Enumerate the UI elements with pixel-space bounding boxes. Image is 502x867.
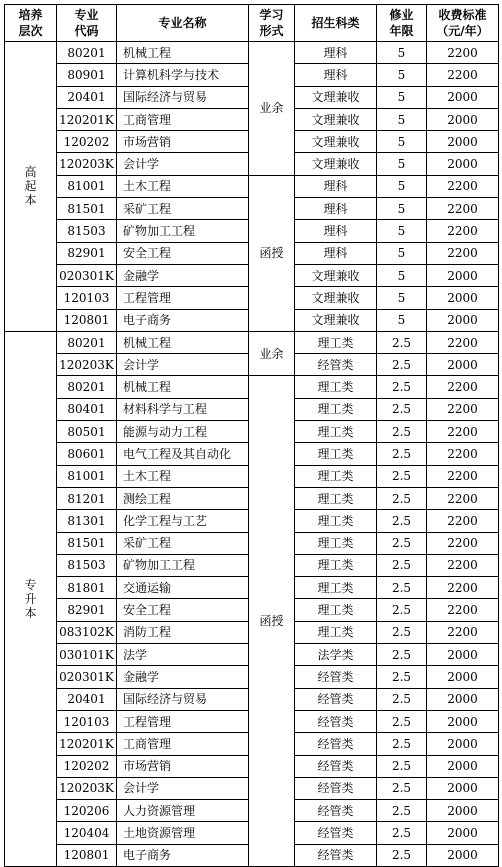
fee-cell: 2000 xyxy=(427,777,499,799)
subject-cell: 理工类 xyxy=(295,376,377,398)
years-cell: 2.5 xyxy=(377,644,427,666)
level-char: 本 xyxy=(24,605,37,620)
name-cell: 矿物加工工程 xyxy=(117,554,249,576)
subject-cell: 理工类 xyxy=(295,421,377,443)
code-cell: 120202 xyxy=(57,755,117,777)
name-cell: 土木工程 xyxy=(117,175,249,197)
code-cell: 120203K xyxy=(57,354,117,376)
table-header-row xyxy=(5,5,499,42)
years-cell: 2.5 xyxy=(377,621,427,643)
years-cell: 2.5 xyxy=(377,554,427,576)
fee-cell: 2200 xyxy=(427,421,499,443)
name-cell: 会计学 xyxy=(117,777,249,799)
table-row xyxy=(5,376,499,398)
subject-cell: 经管类 xyxy=(295,710,377,732)
subject-cell: 理工类 xyxy=(295,398,377,420)
header-code-line2: 代码 xyxy=(74,24,99,38)
name-cell: 工商管理 xyxy=(117,108,249,130)
years-cell: 5 xyxy=(377,64,427,86)
fee-cell: 2200 xyxy=(427,242,499,264)
level-char: 高 xyxy=(24,165,37,180)
years-cell: 5 xyxy=(377,175,427,197)
subject-cell: 文理兼收 xyxy=(295,131,377,153)
program-table xyxy=(4,4,499,867)
years-cell: 2.5 xyxy=(377,532,427,554)
level-cell xyxy=(5,331,57,866)
name-cell: 法学 xyxy=(117,644,249,666)
name-cell: 机械工程 xyxy=(117,42,249,64)
header-form-line1: 学习 xyxy=(259,8,284,22)
code-cell: 82901 xyxy=(57,242,117,264)
years-cell: 2.5 xyxy=(377,844,427,866)
code-cell: 120404 xyxy=(57,822,117,844)
name-cell: 工商管理 xyxy=(117,733,249,755)
table-row xyxy=(5,175,499,197)
fee-cell: 2000 xyxy=(427,153,499,175)
header-years-line2: 年限 xyxy=(389,24,414,38)
header-fee-line1: 收费标准 xyxy=(438,8,487,22)
code-cell: 083102K xyxy=(57,621,117,643)
level-char: 本 xyxy=(24,193,37,208)
name-cell: 电子商务 xyxy=(117,844,249,866)
code-cell: 81501 xyxy=(57,532,117,554)
fee-cell: 2200 xyxy=(427,64,499,86)
code-cell: 81201 xyxy=(57,487,117,509)
years-cell: 2.5 xyxy=(377,487,427,509)
subject-cell: 文理兼收 xyxy=(295,264,377,286)
code-cell: 81301 xyxy=(57,510,117,532)
years-cell: 5 xyxy=(377,198,427,220)
table-row xyxy=(5,331,499,353)
years-cell: 2.5 xyxy=(377,822,427,844)
form-cell: 业余 xyxy=(249,42,295,176)
form-cell: 函授 xyxy=(249,175,295,331)
header-subject-text: 招生科类 xyxy=(311,16,360,30)
years-cell: 2.5 xyxy=(377,688,427,710)
subject-cell: 经管类 xyxy=(295,844,377,866)
name-cell: 矿物加工工程 xyxy=(117,220,249,242)
fee-cell: 2200 xyxy=(427,465,499,487)
name-cell: 土木工程 xyxy=(117,465,249,487)
fee-cell: 2000 xyxy=(427,666,499,688)
fee-cell: 2000 xyxy=(427,710,499,732)
years-cell: 2.5 xyxy=(377,376,427,398)
form-cell: 函授 xyxy=(249,376,295,867)
subject-cell: 理工类 xyxy=(295,599,377,621)
name-cell: 化学工程与工艺 xyxy=(117,510,249,532)
fee-cell: 2200 xyxy=(427,621,499,643)
code-cell: 120801 xyxy=(57,844,117,866)
header-code-line1: 专业 xyxy=(74,8,99,22)
level-char: 升 xyxy=(24,591,37,606)
level-cell xyxy=(5,42,57,332)
header-years-line1: 修业 xyxy=(389,8,414,22)
name-cell: 采矿工程 xyxy=(117,532,249,554)
header-form-line2: 形式 xyxy=(259,24,284,38)
header-form xyxy=(249,5,295,42)
fee-cell: 2000 xyxy=(427,264,499,286)
fee-cell: 2000 xyxy=(427,108,499,130)
fee-cell: 2200 xyxy=(427,175,499,197)
years-cell: 2.5 xyxy=(377,354,427,376)
code-cell: 120103 xyxy=(57,710,117,732)
name-cell: 能源与动力工程 xyxy=(117,421,249,443)
name-cell: 电子商务 xyxy=(117,309,249,331)
name-cell: 市场营销 xyxy=(117,131,249,153)
code-cell: 120203K xyxy=(57,153,117,175)
name-cell: 金融学 xyxy=(117,264,249,286)
years-cell: 2.5 xyxy=(377,755,427,777)
fee-cell: 2000 xyxy=(427,86,499,108)
code-cell: 20401 xyxy=(57,86,117,108)
subject-cell: 经管类 xyxy=(295,755,377,777)
name-cell: 机械工程 xyxy=(117,331,249,353)
code-cell: 81501 xyxy=(57,198,117,220)
name-cell: 电气工程及其自动化 xyxy=(117,443,249,465)
level-char: 起 xyxy=(24,179,37,194)
subject-cell: 文理兼收 xyxy=(295,108,377,130)
years-cell: 2.5 xyxy=(377,733,427,755)
code-cell: 120203K xyxy=(57,777,117,799)
years-cell: 5 xyxy=(377,242,427,264)
fee-cell: 2000 xyxy=(427,309,499,331)
code-cell: 120201K xyxy=(57,108,117,130)
subject-cell: 理科 xyxy=(295,42,377,64)
header-name-text: 专业名称 xyxy=(158,16,207,30)
code-cell: 80201 xyxy=(57,42,117,64)
name-cell: 交通运输 xyxy=(117,577,249,599)
code-cell: 80501 xyxy=(57,421,117,443)
code-cell: 81503 xyxy=(57,554,117,576)
years-cell: 5 xyxy=(377,86,427,108)
years-cell: 2.5 xyxy=(377,577,427,599)
code-cell: 030101K xyxy=(57,644,117,666)
header-level-line1: 培养 xyxy=(18,8,43,22)
code-cell: 81001 xyxy=(57,175,117,197)
years-cell: 2.5 xyxy=(377,800,427,822)
years-cell: 5 xyxy=(377,309,427,331)
years-cell: 5 xyxy=(377,108,427,130)
fee-cell: 2200 xyxy=(427,331,499,353)
code-cell: 80601 xyxy=(57,443,117,465)
table-body xyxy=(5,42,499,867)
header-fee-line2: （元/年） xyxy=(436,24,489,38)
name-cell: 工程管理 xyxy=(117,710,249,732)
fee-cell: 2200 xyxy=(427,220,499,242)
code-cell: 80201 xyxy=(57,331,117,353)
fee-cell: 2200 xyxy=(427,443,499,465)
years-cell: 5 xyxy=(377,42,427,64)
header-subject xyxy=(295,5,377,42)
subject-cell: 理工类 xyxy=(295,621,377,643)
code-cell: 120201K xyxy=(57,733,117,755)
header-fee xyxy=(427,5,499,42)
code-cell: 120206 xyxy=(57,800,117,822)
name-cell: 安全工程 xyxy=(117,242,249,264)
subject-cell: 文理兼收 xyxy=(295,287,377,309)
subject-cell: 理工类 xyxy=(295,532,377,554)
subject-cell: 法学类 xyxy=(295,644,377,666)
fee-cell: 2000 xyxy=(427,688,499,710)
subject-cell: 理工类 xyxy=(295,554,377,576)
years-cell: 2.5 xyxy=(377,331,427,353)
code-cell: 120801 xyxy=(57,309,117,331)
table-row xyxy=(5,42,499,64)
name-cell: 土地资源管理 xyxy=(117,822,249,844)
code-cell: 81001 xyxy=(57,465,117,487)
subject-cell: 理工类 xyxy=(295,510,377,532)
fee-cell: 2200 xyxy=(427,532,499,554)
code-cell: 120202 xyxy=(57,131,117,153)
code-cell: 80401 xyxy=(57,398,117,420)
fee-cell: 2000 xyxy=(427,822,499,844)
years-cell: 2.5 xyxy=(377,510,427,532)
name-cell: 消防工程 xyxy=(117,621,249,643)
years-cell: 5 xyxy=(377,264,427,286)
fee-cell: 2200 xyxy=(427,42,499,64)
fee-cell: 2000 xyxy=(427,644,499,666)
subject-cell: 经管类 xyxy=(295,354,377,376)
fee-cell: 2000 xyxy=(427,354,499,376)
subject-cell: 经管类 xyxy=(295,800,377,822)
subject-cell: 理科 xyxy=(295,198,377,220)
code-cell: 20401 xyxy=(57,688,117,710)
subject-cell: 理科 xyxy=(295,64,377,86)
name-cell: 测绘工程 xyxy=(117,487,249,509)
header-level-line2: 层次 xyxy=(18,24,43,38)
years-cell: 2.5 xyxy=(377,421,427,443)
subject-cell: 文理兼收 xyxy=(295,86,377,108)
name-cell: 会计学 xyxy=(117,354,249,376)
fee-cell: 2000 xyxy=(427,287,499,309)
code-cell: 80201 xyxy=(57,376,117,398)
subject-cell: 经管类 xyxy=(295,688,377,710)
program-table-container xyxy=(4,4,499,867)
code-cell: 82901 xyxy=(57,599,117,621)
name-cell: 计算机科学与技术 xyxy=(117,64,249,86)
fee-cell: 2000 xyxy=(427,800,499,822)
subject-cell: 理科 xyxy=(295,242,377,264)
code-cell: 020301K xyxy=(57,666,117,688)
subject-cell: 理工类 xyxy=(295,487,377,509)
name-cell: 人力资源管理 xyxy=(117,800,249,822)
name-cell: 国际经济与贸易 xyxy=(117,688,249,710)
fee-cell: 2200 xyxy=(427,487,499,509)
fee-cell: 2000 xyxy=(427,755,499,777)
subject-cell: 经管类 xyxy=(295,733,377,755)
years-cell: 2.5 xyxy=(377,465,427,487)
fee-cell: 2000 xyxy=(427,733,499,755)
years-cell: 2.5 xyxy=(377,666,427,688)
subject-cell: 经管类 xyxy=(295,777,377,799)
code-cell: 81503 xyxy=(57,220,117,242)
name-cell: 国际经济与贸易 xyxy=(117,86,249,108)
name-cell: 材料科学与工程 xyxy=(117,398,249,420)
name-cell: 安全工程 xyxy=(117,599,249,621)
fee-cell: 2200 xyxy=(427,599,499,621)
subject-cell: 理科 xyxy=(295,220,377,242)
header-name xyxy=(117,5,249,42)
subject-cell: 理工类 xyxy=(295,443,377,465)
fee-cell: 2200 xyxy=(427,510,499,532)
name-cell: 采矿工程 xyxy=(117,198,249,220)
subject-cell: 理工类 xyxy=(295,577,377,599)
subject-cell: 理工类 xyxy=(295,331,377,353)
years-cell: 5 xyxy=(377,131,427,153)
years-cell: 2.5 xyxy=(377,398,427,420)
header-code xyxy=(57,5,117,42)
years-cell: 2.5 xyxy=(377,599,427,621)
code-cell: 020301K xyxy=(57,264,117,286)
years-cell: 2.5 xyxy=(377,777,427,799)
header-level xyxy=(5,5,57,42)
level-char: 专 xyxy=(24,577,37,592)
name-cell: 金融学 xyxy=(117,666,249,688)
code-cell: 120103 xyxy=(57,287,117,309)
subject-cell: 理科 xyxy=(295,175,377,197)
years-cell: 5 xyxy=(377,153,427,175)
subject-cell: 文理兼收 xyxy=(295,153,377,175)
name-cell: 市场营销 xyxy=(117,755,249,777)
years-cell: 5 xyxy=(377,220,427,242)
name-cell: 工程管理 xyxy=(117,287,249,309)
fee-cell: 2200 xyxy=(427,198,499,220)
name-cell: 会计学 xyxy=(117,153,249,175)
subject-cell: 经管类 xyxy=(295,822,377,844)
subject-cell: 理工类 xyxy=(295,465,377,487)
years-cell: 5 xyxy=(377,287,427,309)
name-cell: 机械工程 xyxy=(117,376,249,398)
code-cell: 81801 xyxy=(57,577,117,599)
header-years xyxy=(377,5,427,42)
fee-cell: 2000 xyxy=(427,131,499,153)
code-cell: 80901 xyxy=(57,64,117,86)
years-cell: 2.5 xyxy=(377,443,427,465)
subject-cell: 经管类 xyxy=(295,666,377,688)
years-cell: 2.5 xyxy=(377,710,427,732)
fee-cell: 2200 xyxy=(427,554,499,576)
fee-cell: 2200 xyxy=(427,577,499,599)
subject-cell: 文理兼收 xyxy=(295,309,377,331)
form-cell: 业余 xyxy=(249,331,295,376)
fee-cell: 2200 xyxy=(427,376,499,398)
fee-cell: 2200 xyxy=(427,398,499,420)
fee-cell: 2000 xyxy=(427,844,499,866)
